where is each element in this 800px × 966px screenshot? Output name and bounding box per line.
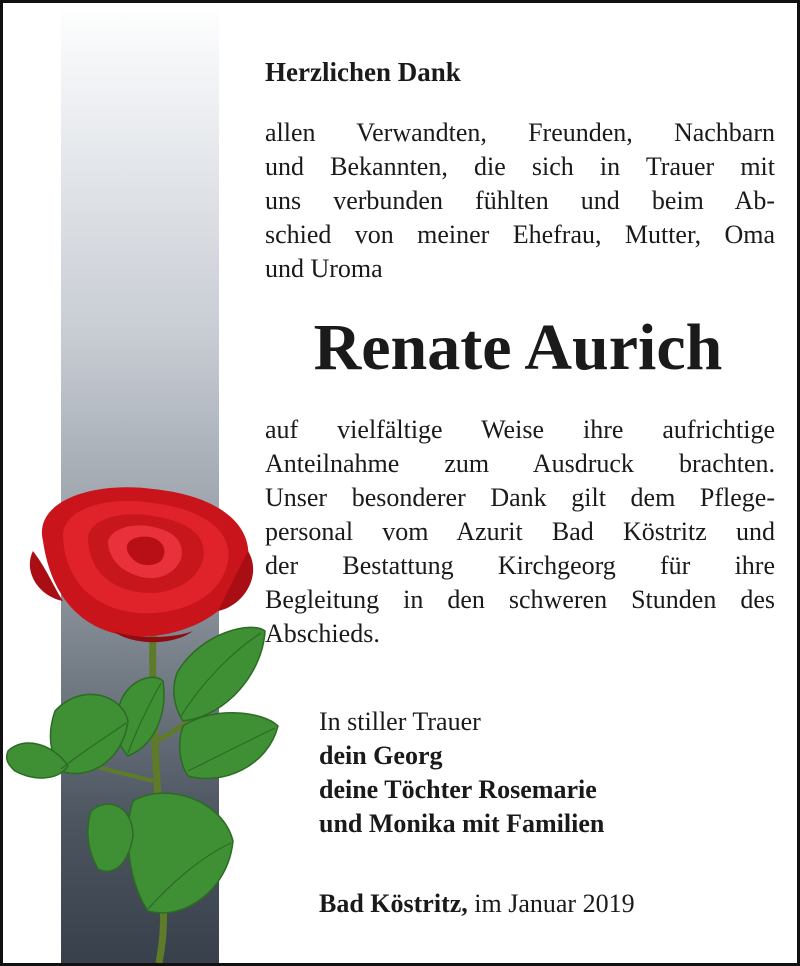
paragraph-line: der Bestattung Kirchgeorg für ihre xyxy=(265,551,775,580)
paragraph-line: personal vom Azurit Bad Köstritz und xyxy=(265,517,775,546)
signoff-block xyxy=(319,705,604,841)
paragraph-line: uns verbunden fühlten und beim Ab- xyxy=(265,186,775,215)
signoff-line: deine Töchter Rosemarie xyxy=(319,775,597,804)
signoff-line: und Monika mit Familien xyxy=(319,809,605,838)
paragraph-line: und Bekannten, die sich in Trauer mit xyxy=(265,152,775,181)
thanks-paragraph xyxy=(265,116,775,286)
signoff-line: dein Georg xyxy=(319,741,443,770)
place-date xyxy=(319,887,635,921)
acknowledgement-paragraph xyxy=(265,413,775,651)
paragraph-line: schied von meiner Ehefrau, Mutter, Oma xyxy=(265,220,775,249)
paragraph-line: Anteilnahme zum Ausdruck brachten. xyxy=(265,449,775,478)
place-date-text: im Januar 2019 xyxy=(474,889,635,918)
red-rose-icon xyxy=(3,481,293,963)
heading-thanks: Herzlichen Dank xyxy=(265,57,461,87)
paragraph-line: Unser besonderer Dank gilt dem Pflege- xyxy=(265,483,775,512)
paragraph-line: Abschieds. xyxy=(265,619,380,648)
signoff-intro: In stiller Trauer xyxy=(319,707,481,736)
place-city: Bad Köstritz, xyxy=(319,889,468,918)
paragraph-line: und Uroma xyxy=(265,254,383,283)
paragraph-line: auf vielfältige Weise ihre aufrichtige xyxy=(265,415,775,444)
paragraph-line: allen Verwandten, Freunden, Nachbarn xyxy=(265,118,775,147)
deceased-name: Renate Aurich xyxy=(313,311,723,384)
paragraph-line: Begleitung in den schweren Stunden des xyxy=(265,585,775,614)
